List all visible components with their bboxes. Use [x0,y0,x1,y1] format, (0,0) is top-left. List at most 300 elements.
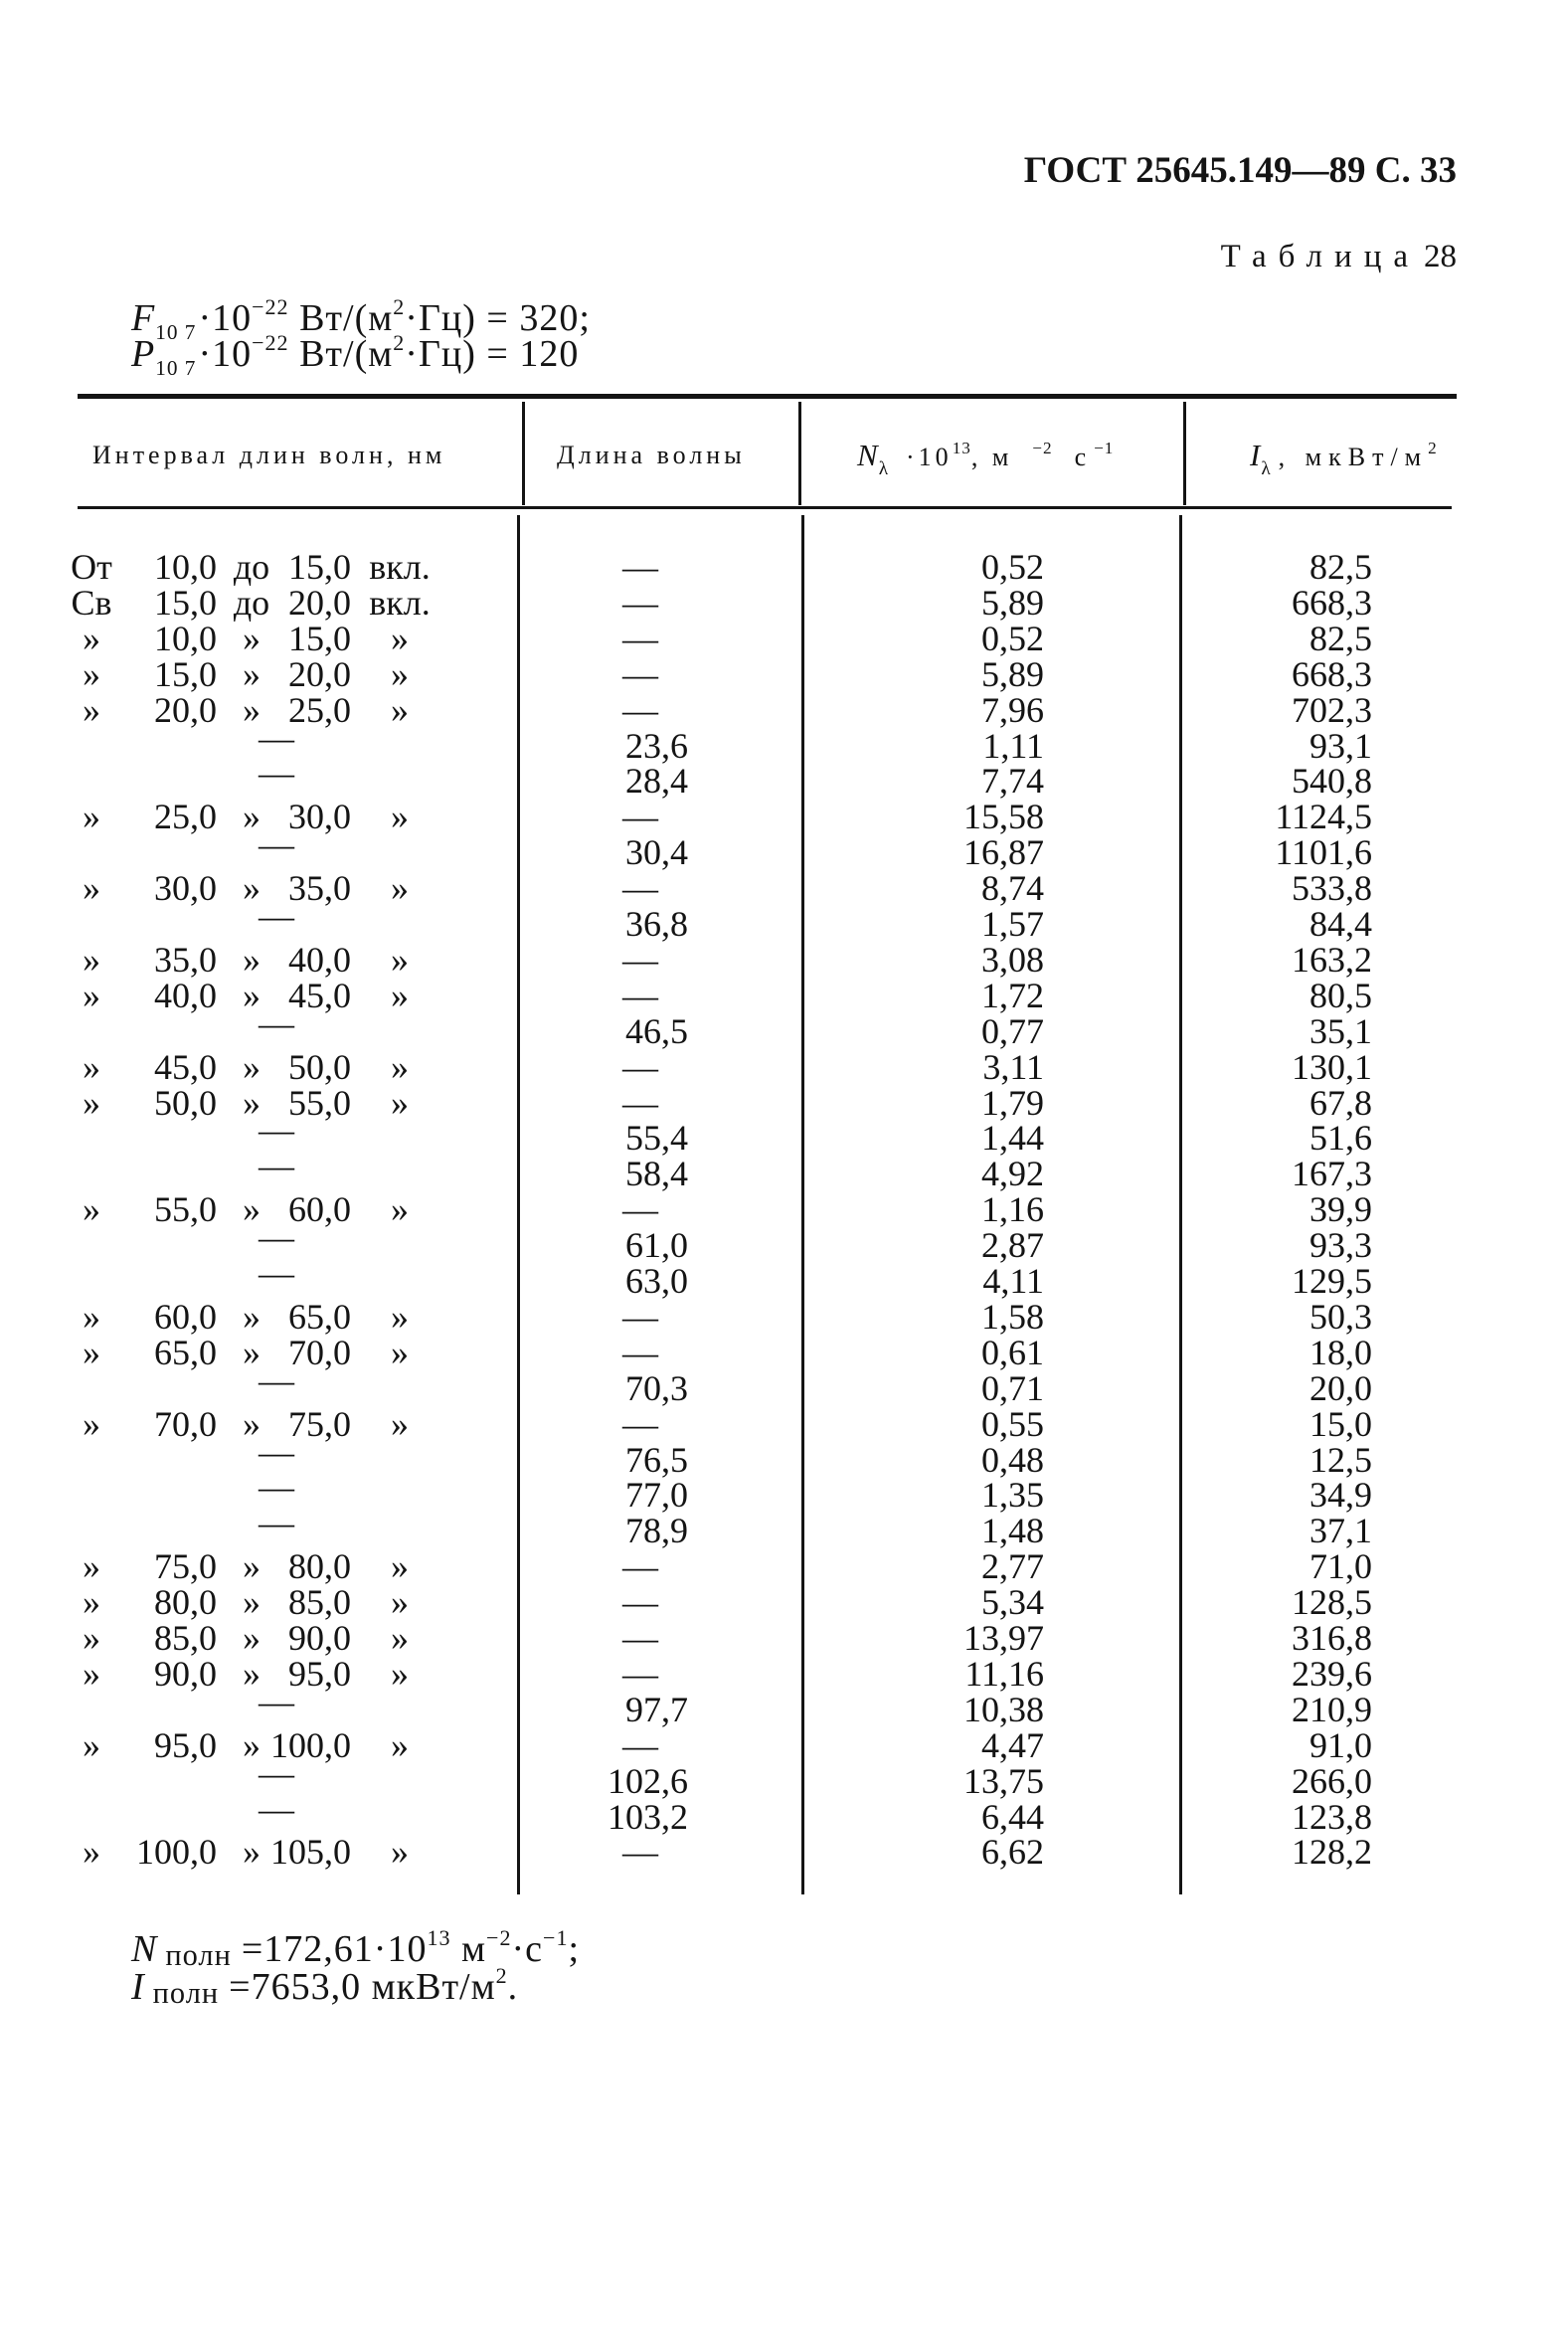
interval-prefix: » [83,868,100,909]
interval-to: 40,0 [288,939,351,980]
photon-flux-cell: 2,77 [981,1546,1044,1587]
interval-connector: » [243,1332,261,1372]
intensity-cell: 93,3 [1309,1225,1372,1266]
interval-from: 70,0 [154,1403,217,1444]
interval-connector: до [233,547,270,587]
interval-to: 75,0 [288,1403,351,1444]
table-row [0,1752,1568,1801]
table-row [0,797,1568,837]
interval-suffix: » [391,1582,409,1623]
table-row [0,1653,1568,1694]
param-factor: ·10 [198,333,253,375]
wavelength-cell: — [622,1296,658,1337]
intensity-cell: 167,3 [1292,1154,1372,1194]
intensity-cell: 15,0 [1309,1403,1372,1444]
photon-flux-cell: 7,96 [981,689,1044,730]
table-row [0,1189,1568,1230]
param-unit: Вт/(м [288,297,394,339]
table-row [0,1359,1568,1408]
intensity-cell: 12,5 [1309,1439,1372,1480]
interval-prefix: » [83,1082,100,1123]
page-header-code: ГОСТ 25645.149—89 С. 33 [1023,150,1457,191]
header-column-divider [798,402,801,505]
photon-flux-cell: 16,87 [963,832,1044,873]
interval-connector: » [243,1546,261,1587]
param-unit-exponent: 2 [393,330,406,356]
header-n-factor-exponent: 13 [952,438,971,457]
wavelength-cell: 103,2 [608,1796,688,1837]
header-i-unit: , мкВт/м [1278,443,1429,471]
param-symbol: P [131,333,156,375]
interval-from: 45,0 [154,1046,217,1087]
intensity-cell: 91,0 [1309,1724,1372,1765]
interval-suffix: » [391,1189,409,1230]
interval-dash: — [259,1359,294,1400]
wavelength-cell: 70,3 [625,1367,688,1408]
header-column-divider [522,402,525,505]
param-unit: Вт/(м [288,333,394,375]
photon-flux-cell: 0,71 [981,1367,1044,1408]
intensity-cell: 82,5 [1309,547,1372,587]
header-n-factor: ·10 [906,443,953,471]
intensity-cell: 67,8 [1309,1082,1372,1123]
table-title [1221,237,1457,276]
intensity-cell: 20,0 [1309,1367,1372,1408]
photon-flux-cell: 1,48 [981,1511,1044,1551]
interval-from: 10,0 [154,618,217,658]
interval-connector: » [243,618,261,658]
interval-from: 35,0 [154,939,217,980]
table-row [0,1332,1568,1372]
intensity-cell: 1124,5 [1275,797,1372,837]
interval-prefix: » [83,653,100,694]
interval-from: 20,0 [154,689,217,730]
interval-dash: — [259,1788,294,1829]
wavelength-cell: — [622,1724,658,1765]
wavelength-cell: 63,0 [625,1261,688,1301]
interval-from: 90,0 [154,1653,217,1694]
interval-connector: » [243,1082,261,1123]
interval-connector: » [243,1724,261,1765]
interval-to: 35,0 [288,868,351,909]
interval-suffix: » [391,1296,409,1337]
param-exponent: −22 [252,294,289,320]
wavelength-cell: — [622,1582,658,1623]
interval-prefix: » [83,1189,100,1230]
interval-dash: — [259,1503,294,1543]
intensity-cell: 239,6 [1292,1653,1372,1694]
interval-dash: — [259,1681,294,1721]
interval-suffix: » [391,939,409,980]
intensity-cell: 266,0 [1292,1760,1372,1801]
table-row [0,1546,1568,1587]
interval-prefix: » [83,689,100,730]
interval-suffix: » [391,618,409,658]
interval-prefix: От [71,547,112,587]
wavelength-cell: — [622,1189,658,1230]
photon-flux-cell: 1,44 [981,1118,1044,1159]
header-wavelength: Длина волны [557,441,746,469]
photon-flux-cell: 0,52 [981,547,1044,587]
interval-dash: — [259,896,294,936]
table-row [0,824,1568,873]
param-unit-exponent: 2 [393,294,406,320]
interval-from: 55,0 [154,1189,217,1230]
total-intensity [131,1963,519,2011]
wavelength-cell: — [622,1403,658,1444]
interval-prefix: » [83,1296,100,1337]
interval-prefix: » [83,1546,100,1587]
table-row [0,1296,1568,1337]
intensity-cell: 34,9 [1309,1475,1372,1516]
table-row [0,868,1568,909]
photon-flux-cell: 5,89 [981,653,1044,694]
param-factor: ·10 [198,297,253,339]
interval-to: 25,0 [288,689,351,730]
intensity-cell: 210,9 [1292,1689,1372,1729]
interval-to: 50,0 [288,1046,351,1087]
table-row [0,939,1568,980]
interval-prefix: » [83,797,100,837]
wavelength-cell: 55,4 [625,1118,688,1159]
photon-flux-cell: 4,11 [982,1261,1044,1301]
photon-flux-cell: 10,38 [963,1689,1044,1729]
wavelength-cell: — [622,939,658,980]
param-value: ·Гц) = 120 [405,333,580,375]
interval-dash: — [259,824,294,865]
table-row [0,1467,1568,1516]
param-subscript: 10 7 [155,355,197,380]
table-row [0,975,1568,1015]
interval-suffix: » [391,868,409,909]
header-photon-flux [857,436,1115,480]
intensity-cell: 130,1 [1292,1046,1372,1087]
wavelength-cell: — [622,797,658,837]
interval-dash: — [259,753,294,794]
interval-from: 75,0 [154,1546,217,1587]
interval-to: 55,0 [288,1082,351,1123]
header-n-unit-s-exponent: −1 [1094,438,1115,457]
interval-dash: — [259,1253,294,1293]
interval-prefix: » [83,1653,100,1694]
wavelength-cell: — [622,1832,658,1873]
photon-flux-cell: 13,75 [963,1760,1044,1801]
interval-from: 15,0 [154,582,217,623]
wavelength-cell: 46,5 [625,1010,688,1051]
wavelength-cell: 77,0 [625,1475,688,1516]
intensity-cell: 37,1 [1309,1511,1372,1551]
intensity-cell: 50,3 [1309,1296,1372,1337]
interval-from: 100,0 [136,1832,217,1873]
table-top-rule [78,394,1457,399]
table-row [0,1146,1568,1194]
interval-to: 95,0 [288,1653,351,1694]
intensity-cell: 163,2 [1292,939,1372,980]
header-intensity [1250,436,1438,480]
interval-from: 60,0 [154,1296,217,1337]
photon-flux-cell: 0,61 [981,1332,1044,1372]
header-column-divider [1183,402,1186,505]
intensity-cell: 533,8 [1292,868,1372,909]
table-body [0,549,1568,1882]
intensity-cell: 316,8 [1292,1618,1372,1658]
interval-suffix: » [391,1403,409,1444]
interval-to: 85,0 [288,1582,351,1623]
wavelength-cell: — [622,1082,658,1123]
photon-flux-cell: 6,44 [981,1796,1044,1837]
interval-connector: » [243,797,261,837]
param-symbol: F [131,297,156,339]
wavelength-cell: 36,8 [625,904,688,944]
interval-connector: » [243,1046,261,1087]
photon-flux-cell: 15,58 [963,797,1044,837]
interval-from: 10,0 [154,547,217,587]
wavelength-cell: 30,4 [625,832,688,873]
photon-flux-cell: 1,79 [981,1082,1044,1123]
table-row [0,1253,1568,1301]
intensity-cell: 82,5 [1309,618,1372,658]
wavelength-cell: 28,4 [625,761,688,802]
table-row [0,582,1568,623]
wavelength-cell: 58,4 [625,1154,688,1194]
intensity-cell: 128,2 [1292,1832,1372,1873]
total-i-exponent: 2 [495,1963,508,1989]
interval-to: 70,0 [288,1332,351,1372]
intensity-cell: 128,5 [1292,1582,1372,1623]
interval-connector: » [243,1832,261,1873]
header-interval: Интервал длин волн, нм [92,441,446,469]
interval-suffix: » [391,975,409,1015]
interval-suffix: » [391,1653,409,1694]
photon-flux-cell: 0,48 [981,1439,1044,1480]
param-p-line [131,330,580,380]
interval-to: 20,0 [288,653,351,694]
interval-prefix: » [83,1046,100,1087]
total-n-subscript: полн [165,1938,232,1973]
intensity-cell: 39,9 [1309,1189,1372,1230]
interval-to: 15,0 [288,547,351,587]
table-row [0,1832,1568,1873]
interval-dash: — [259,1146,294,1186]
interval-from: 85,0 [154,1618,217,1658]
interval-prefix: » [83,975,100,1015]
param-exponent: −22 [252,330,289,356]
interval-suffix: » [391,1082,409,1123]
wavelength-cell: 23,6 [625,725,688,766]
photon-flux-cell: 1,35 [981,1475,1044,1516]
interval-to: 60,0 [288,1189,351,1230]
interval-to: 90,0 [288,1618,351,1658]
photon-flux-cell: 11,16 [964,1653,1044,1694]
photon-flux-cell: 1,72 [981,975,1044,1015]
interval-dash: — [259,1431,294,1472]
table-row [0,618,1568,658]
photon-flux-cell: 2,87 [981,1225,1044,1266]
intensity-cell: 18,0 [1309,1332,1372,1372]
table-header-bottom-rule [78,506,1452,509]
interval-to: 105,0 [270,1832,351,1873]
wavelength-cell: — [622,868,658,909]
total-n-symbol: N [131,1928,158,1970]
interval-suffix: » [391,797,409,837]
interval-suffix: » [391,1332,409,1372]
intensity-cell: 702,3 [1292,689,1372,730]
table-row [0,549,1568,585]
interval-connector: » [243,1582,261,1623]
photon-flux-cell: 1,58 [981,1296,1044,1337]
photon-flux-cell: 13,97 [963,1618,1044,1658]
wavelength-cell: — [622,1653,658,1694]
param-f-line [131,294,591,344]
total-i-subscript: полн [152,1976,220,2011]
interval-prefix: » [83,939,100,980]
photon-flux-cell: 0,77 [981,1010,1044,1051]
header-i-symbol: I [1250,438,1261,472]
interval-connector: » [243,939,261,980]
table-row [0,717,1568,766]
interval-suffix: » [391,653,409,694]
interval-connector: » [243,1618,261,1658]
interval-prefix: » [83,1582,100,1623]
interval-prefix: » [83,1403,100,1444]
photon-flux-cell: 7,74 [981,761,1044,802]
wavelength-cell: — [622,975,658,1015]
total-n-unit-m-exponent: −2 [486,1925,512,1951]
total-n-end: ; [568,1928,581,1970]
intensity-cell: 123,8 [1292,1796,1372,1837]
wavelength-cell: 78,9 [625,1511,688,1551]
photon-flux-cell: 5,34 [981,1582,1044,1623]
total-n-unit-m: м [450,1928,487,1970]
interval-prefix: » [83,618,100,658]
table-row [0,689,1568,730]
interval-to: 20,0 [288,582,351,623]
table-row [0,653,1568,694]
intensity-cell: 668,3 [1292,653,1372,694]
intensity-cell: 540,8 [1292,761,1372,802]
interval-connector: » [243,1403,261,1444]
photon-flux-cell: 1,16 [981,1189,1044,1230]
interval-from: 15,0 [154,653,217,694]
interval-from: 40,0 [154,975,217,1015]
interval-to: 30,0 [288,797,351,837]
interval-from: 25,0 [154,797,217,837]
total-i-value: =7653,0 мкВт/м [229,1966,496,2008]
interval-connector: » [243,1296,261,1337]
table-row [0,1582,1568,1623]
table-row [0,753,1568,802]
interval-suffix: вкл. [369,547,431,587]
header-n-unit-m: , м [970,443,1013,471]
interval-suffix: » [391,1546,409,1587]
photon-flux-cell: 6,62 [981,1832,1044,1873]
header-i-unit-exponent: 2 [1428,438,1438,457]
interval-suffix: » [391,1832,409,1873]
interval-prefix: » [83,1832,100,1873]
photon-flux-cell: 1,57 [981,904,1044,944]
interval-suffix: » [391,1046,409,1087]
interval-from: 50,0 [154,1082,217,1123]
interval-from: 95,0 [154,1724,217,1765]
interval-dash: — [259,717,294,758]
total-n-unit-s: ·с [511,1928,544,1970]
total-i-end: . [507,1966,519,2008]
intensity-cell: 1101,6 [1275,832,1372,873]
photon-flux-cell: 8,74 [981,868,1044,909]
interval-suffix: » [391,1618,409,1658]
wavelength-cell: — [622,1618,658,1658]
header-n-symbol: N [857,438,878,472]
table-row [0,1788,1568,1837]
intensity-cell: 80,5 [1309,975,1372,1015]
intensity-cell: 129,5 [1292,1261,1372,1301]
interval-to: 80,0 [288,1546,351,1587]
photon-flux-cell: 3,11 [982,1046,1044,1087]
wavelength-cell: — [622,1046,658,1087]
interval-connector: » [243,1653,261,1694]
table-row [0,1403,1568,1444]
table-row [0,1082,1568,1123]
interval-connector: до [233,582,270,623]
total-photon-flux [131,1925,581,1973]
interval-dash: — [259,1467,294,1508]
wavelength-cell: — [622,1332,658,1372]
header-n-subscript: λ [878,458,889,480]
total-n-exponent: 13 [427,1925,451,1951]
table-row [0,1217,1568,1266]
interval-dash: — [259,1002,294,1043]
wavelength-cell: — [622,689,658,730]
interval-suffix: » [391,1724,409,1765]
photon-flux-cell: 3,08 [981,939,1044,980]
interval-from: 30,0 [154,868,217,909]
interval-from: 65,0 [154,1332,217,1372]
interval-connector: » [243,1189,261,1230]
interval-prefix: » [83,1618,100,1658]
wavelength-cell: 76,5 [625,1439,688,1480]
table-row [0,1431,1568,1480]
photon-flux-cell: 5,89 [981,582,1044,623]
table-row [0,896,1568,944]
table-row [0,1110,1568,1159]
table-row [0,1681,1568,1729]
interval-from: 80,0 [154,1582,217,1623]
wavelength-cell: — [622,618,658,658]
intensity-cell: 71,0 [1309,1546,1372,1587]
header-n-unit-m-exponent: −2 [1032,438,1053,457]
photon-flux-cell: 0,55 [981,1403,1044,1444]
header-n-unit-s: с [1074,443,1091,471]
table-row [0,1724,1568,1765]
table-row [0,1620,1568,1656]
interval-prefix: » [83,1724,100,1765]
interval-connector: » [243,653,261,694]
total-n-unit-s-exponent: −1 [543,1925,569,1951]
intensity-cell: 35,1 [1309,1010,1372,1051]
photon-flux-cell: 4,92 [981,1154,1044,1194]
interval-to: 100,0 [270,1724,351,1765]
interval-dash: — [259,1110,294,1151]
total-n-value: =172,61·10 [241,1928,428,1970]
intensity-cell: 668,3 [1292,582,1372,623]
total-i-symbol: I [131,1966,145,2008]
interval-to: 15,0 [288,618,351,658]
intensity-cell: 51,6 [1309,1118,1372,1159]
photon-flux-cell: 1,11 [982,725,1044,766]
photon-flux-cell: 0,52 [981,618,1044,658]
interval-connector: » [243,868,261,909]
interval-connector: » [243,975,261,1015]
